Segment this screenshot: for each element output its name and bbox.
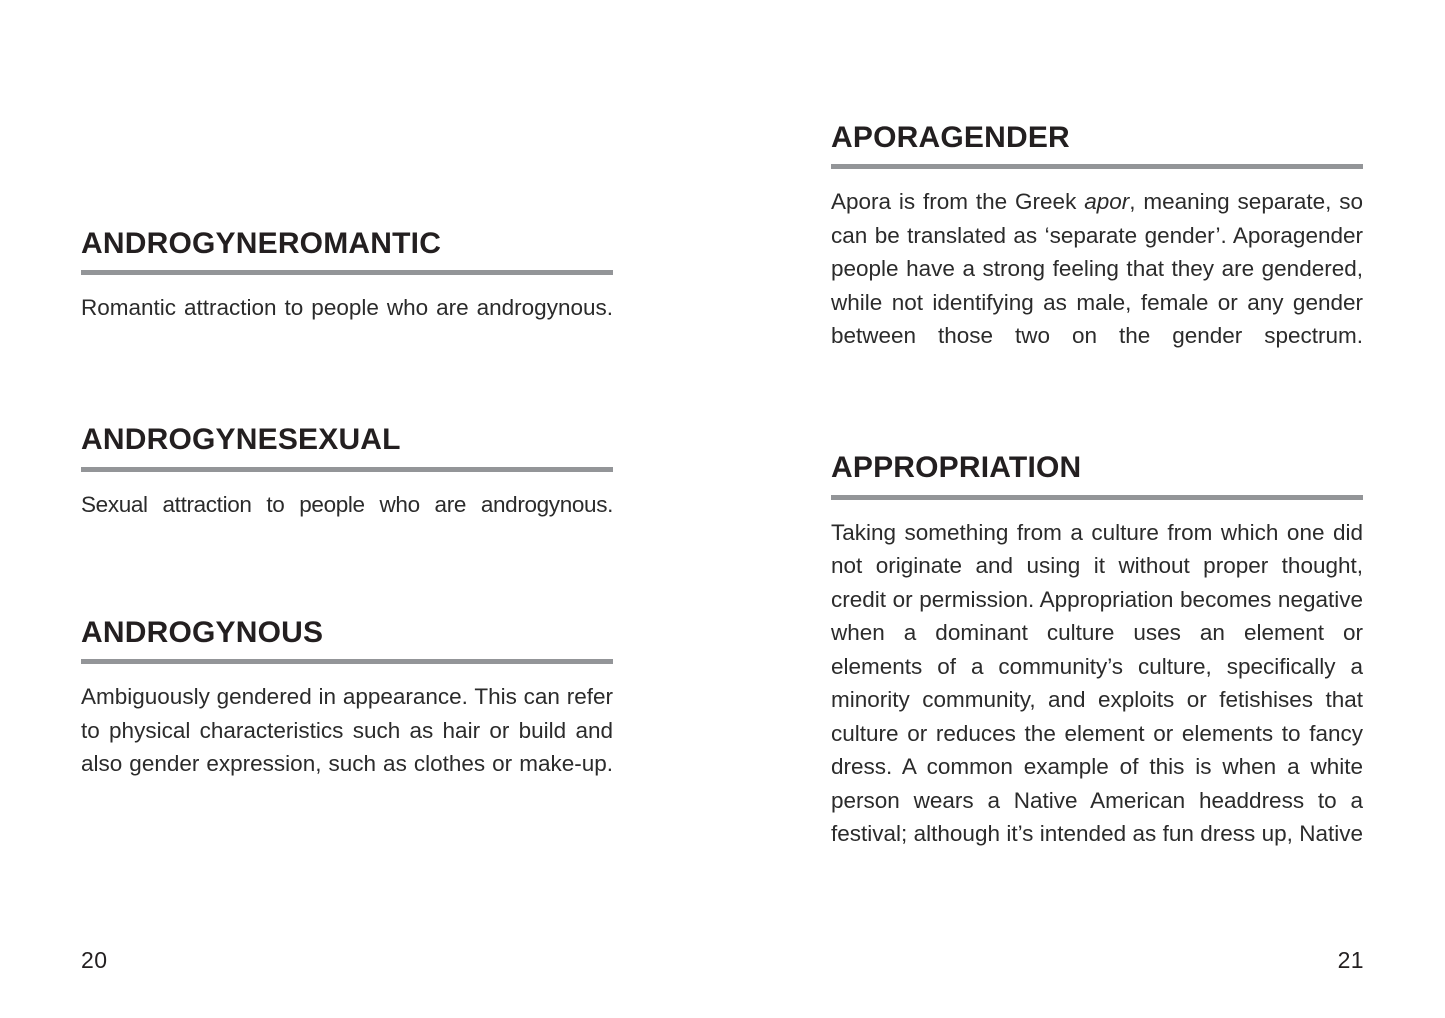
entry-spacer (81, 358, 613, 424)
entry-definition-androgynesexual: Sexual attraction to people who are androgynous. (81, 491, 613, 517)
entry-definition-androgynous: Ambiguously gendered in appearance. This can refer to physical characteristics such as hair or build and also gender expression, such as clothes or make-up. (81, 684, 613, 777)
entry-term-appropriation: APPROPRIATION (831, 451, 1082, 485)
glossary-entry-appropriation (831, 452, 1363, 884)
entry-definition-appropriation: Taking something from a culture from which one did not originate and using it without proper thought, credit or permission. Appropriation becomes negative when a dominant culture uses an element or elements of a community’s culture, specifically a minority community, and exploits or fetishises that culture or reduces the element or elements to fancy dress. A common example of this is when a white person wears a Native American headdress to a festival; although it’s intended as fun dress up, Native (831, 519, 1363, 847)
entry-rule (831, 164, 1363, 169)
glossary-entry-androgyneromantic (81, 228, 613, 358)
left-page-column (81, 228, 613, 814)
glossary-entry-aporagender (831, 122, 1363, 386)
entry-term-androgyneromantic: ANDROGYNEROMANTIC (81, 227, 442, 260)
entry-rule (831, 495, 1363, 500)
entry-spacer (81, 555, 613, 617)
entry-rule (81, 659, 613, 664)
italic-term: apor (1084, 189, 1130, 215)
right-page-column (831, 122, 1363, 884)
entry-spacer (831, 386, 1363, 452)
entry-rule (81, 270, 613, 275)
entry-definition-aporagender: Apora is from the Greek apor, meaning separate, so can be translated as ‘separate gender’. Aporagender people have a strong feeling that they are gendered, while not identifying as male, female or any gender between those two on the gender spectrum. (831, 189, 1363, 349)
page-right (722, 0, 1445, 1018)
entry-term-aporagender: APORAGENDER (831, 121, 1070, 154)
entry-rule (81, 467, 613, 472)
glossary-entry-androgynesexual (81, 424, 613, 554)
glossary-entry-androgynous (81, 617, 613, 814)
entry-term-androgynesexual: ANDROGYNESEXUAL (81, 423, 401, 457)
page-number-right: 21 (1337, 947, 1364, 973)
entry-term-androgynous: ANDROGYNOUS (81, 615, 324, 649)
entry-definition-androgyneromantic: Romantic attraction to people who are androgynous. (81, 295, 613, 321)
page-number-left: 20 (81, 947, 108, 973)
page-left (0, 0, 722, 1018)
